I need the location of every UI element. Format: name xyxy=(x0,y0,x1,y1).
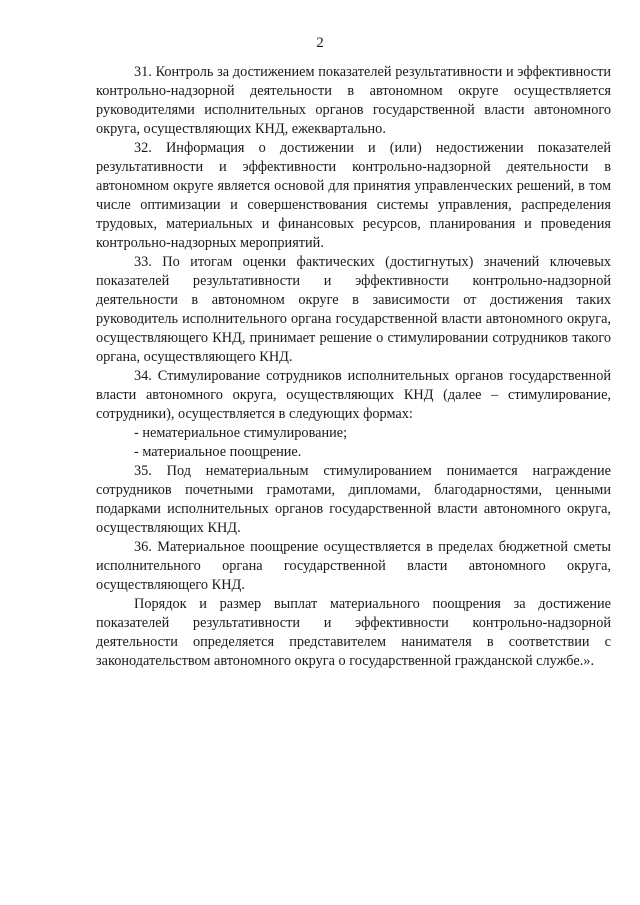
paragraph-33: 33. По итогам оценки фактических (достигнутых) значений ключевых показателей результативности и эффективности контрольно-надзорной деятельности в автономном округе в зависимости от достижения таких руководитель исполнительного органа государственной власти автономного округа, осуществляющего КНД, принимает решение о стимулировании сотрудников такого органа, осуществляющего КНД. xyxy=(96,254,611,365)
paragraph-31: 31. Контроль за достижением показателей результативности и эффективности контрольно-надзорной деятельности в автономном округе осуществляется руководителями исполнительных органов государственной власти автономного округа, осуществляющих КНД, ежеквартально. xyxy=(96,64,611,137)
page-number: 2 xyxy=(316,35,324,51)
paragraph-34: 34. Стимулирование сотрудников исполнительных органов государственной власти автономного округа, осуществляющих КНД (далее – стимулирование, сотрудники), осуществляется в следующих формах: xyxy=(96,368,611,422)
paragraph-payment-order: Порядок и размер выплат материального поощрения за достижение показателей результативности и эффективности контрольно-надзорной деятельности определяется представителем нанимателя в соответствии с законодательством автономного округа о государственной гражданской службе.». xyxy=(96,596,611,669)
document-body xyxy=(96,63,611,671)
list-item-material: - материальное поощрение. xyxy=(134,444,302,460)
list-item-non-material: - нематериальное стимулирование; xyxy=(134,425,348,441)
paragraph-36: 36. Материальное поощрение осуществляется в пределах бюджетной сметы исполнительного органа государственной власти автономного округа, осуществляющего КНД. xyxy=(96,539,611,593)
paragraph-35: 35. Под нематериальным стимулированием понимается награждение сотрудников почетными грамотами, дипломами, благодарностями, ценными подарками исполнительных органов государственной власти автономного округа, осуществляющих КНД. xyxy=(96,463,611,536)
paragraph-32: 32. Информация о достижении и (или) недостижении показателей результативности и эффективности контрольно-надзорной деятельности в автономном округе является основой для принятия управленческих решений, в том числе оптимизации и совершенствования системы управления, распределения трудовых, материальных и финансовых ресурсов, планирования и проведения контрольно-надзорных мероприятий. xyxy=(96,140,611,251)
